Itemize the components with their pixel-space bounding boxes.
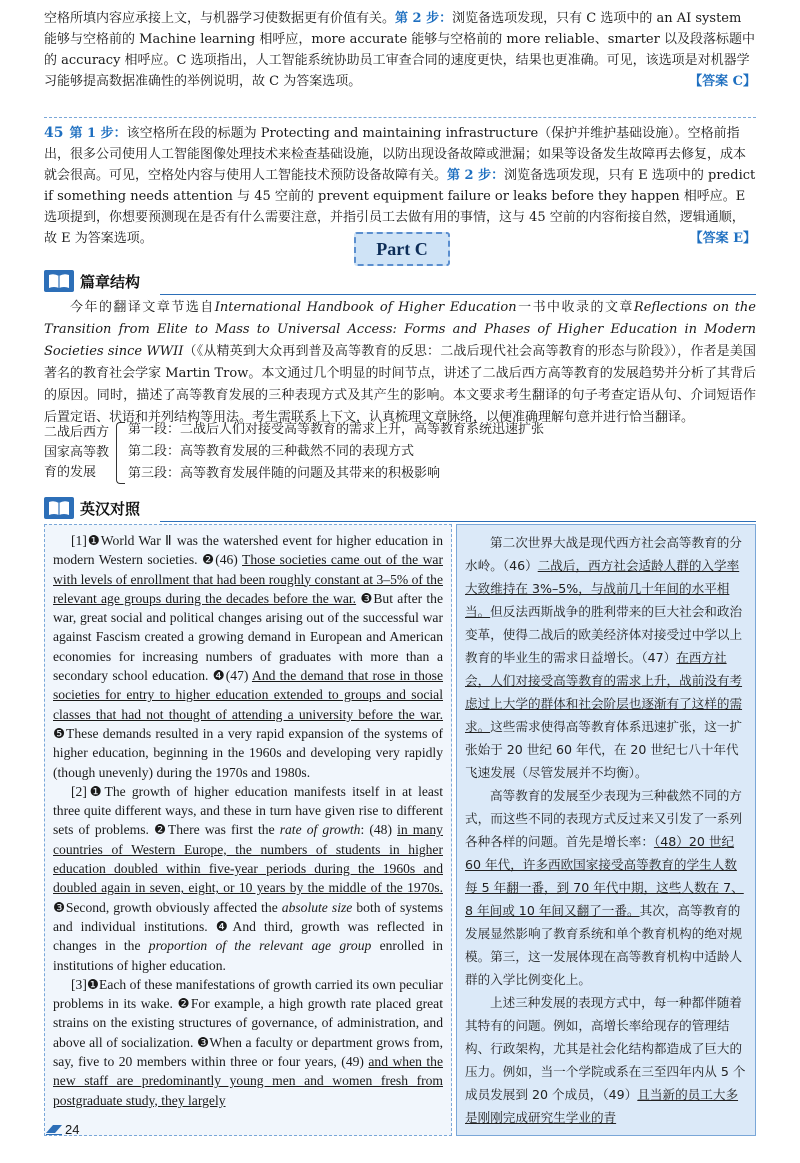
q45-step1-text: 该空格所在段的标题为 Protecting and maintaining infrastructure（保护并维护基础设施）。空格前指出，很多公司使用人工智能图像处理技术来检查基础设施，以防出现设备故障或泄漏；如果等设备发生故障再去修复，成本就会很高。可见，空格处内容与使用人工智能技术预防设备故障有关。 [44, 126, 747, 183]
t: proportion of the relevant age group [148, 938, 372, 954]
chinese-paragraph-1 [465, 531, 747, 784]
page-number [46, 1122, 79, 1137]
t: 且当新的员工大多是刚刚完成研究生学业的青 [465, 1087, 739, 1125]
article-title: Reflections on the Transition from Elite to Mass to Universal Access: Forms and Phases of Higher Education in Modern Societies since WWII [44, 300, 756, 359]
t: [2]❶The growth of higher education manifests itself in at least three quite different ways, and these in turn have given rise to different sets of problems. ❷There was first the [53, 783, 443, 838]
divider [44, 117, 756, 118]
t: absolute size [281, 899, 353, 915]
t: enrolled in institutions of higher education. [53, 938, 443, 973]
outline-item: 第二段：高等教育发展的三种截然不同的表现方式 [128, 444, 415, 459]
intro-text-2: 一书中收录的文章 [516, 300, 634, 315]
q44-text-post: 浏览备选项发现，只有 C 选项中的 an AI system 能够与空格前的 Machine learning 相呼应，more accurate 能够与空格前的 more reliable、smarter 以及段落标题中的 accuracy 相呼应。C 选项指出，人工智能系统协助员工审查合同的速度更快，结果也更准确。可见，该选项是对机器学习能够提高数据准确性的举例说明，故 C 为答案选项。 [44, 11, 755, 89]
t: [1]❶World War Ⅱ was the watershed event for higher education in modern Western societies. ❷(46) [53, 533, 443, 568]
book-title: International Handbook of Higher Education [214, 300, 517, 315]
t: ❸Second, growth obviously affected the [53, 899, 282, 915]
outline-item: 第一段：二战后人们对接受高等教育的需求上升，高等教育系统迅速扩张 [128, 422, 545, 437]
t: both of systems and individual institutions. ❹And third, growth was reflected in changes in the [53, 899, 443, 954]
q45-step2-text: 浏览备选项发现，只有 E 选项中的 predict if something needs attention 与 45 空前的 prevent equipment failure or leaks before they happen 相呼应。E 选项提到，你想要预测现在是否有什么需要注意，并指引员工去做有用的事情，这与 45 空前的内容衔接自然，逻辑通顺，故 E 为答案选项。 [44, 168, 756, 246]
t: 其次，高等教育的发展显然影响了教育系统和单个教育机构的绝对规模。第三，这一发展体现在高等教育机构中适龄人群的入学比例变化上。 [465, 903, 743, 987]
intro-text-1: 今年的翻译文章节选自 [70, 300, 215, 315]
part-c-label: Part C [354, 232, 450, 266]
english-text [44, 524, 452, 1136]
brace [116, 422, 125, 484]
q44-text-pre: 空格所填内容应承接上文，与机器学习使数据更有价值有关。 [44, 11, 396, 26]
structure-paragraph [44, 297, 756, 429]
translation-target-46: Those societies came out of the war with levels of enrollment that had been roughly constant at 3–5% of the relevant age groups during the decades before the war. [53, 552, 443, 606]
bilingual-heading [44, 495, 140, 521]
t: : (48) [360, 822, 398, 838]
book-icon [44, 497, 74, 519]
t: （48）20 世纪 60 年代，许多西欧国家接受高等教育的学生人数每 5 年翻一番，到 70 年代中期，这些人数在 7、8 年间或 10 年间又翻了一番。 [465, 834, 744, 918]
t: 二战后，西方社会适龄人群的入学率大致维持在 3%–5%，与战前几十年间的水平相当。 [465, 558, 740, 619]
t: rate of growth [279, 822, 361, 838]
book-icon [44, 270, 74, 292]
t: ❸But after the war, great social and political changes arising out of the successful war against Fascism created a growing demand in European and American economies for increasing numbers of graduates with more than a secondary school education. ❹(47) [53, 590, 443, 684]
t: 但反法西斯战争的胜利带来的巨大社会和政治变革，使得二战后的欧美经济体对接受过中学以上教育的毕业生的需求日益增长。（47） [465, 604, 743, 665]
section-rule [160, 521, 756, 522]
chinese-paragraph-3 [465, 991, 747, 1129]
t: 上述三种发展的表现方式中，每一种都伴随着其特有的问题。例如，高增长率给现存的管理结构、行政架构，尤其是社会化结构都造成了巨大的压力。例如，当一个学院或系在三至四年内从 5 个成员发展到 20 个成员，（49） [465, 995, 746, 1102]
english-paragraph-3 [53, 975, 443, 1110]
q45-answer: 【答案 E】 [689, 231, 756, 246]
section-rule [160, 294, 756, 295]
outline-item: 第三段：高等教育发展伴随的问题及其带来的积极影响 [128, 466, 441, 481]
outline-label: 二战后西方国家高等教育的发展 [44, 425, 110, 480]
q44-explanation [44, 8, 756, 92]
translation-target-47: And the demand that rose in those societies for entry to higher education extended to groups and social classes that had not thought of attending a university before the war. [53, 668, 444, 722]
english-paragraph-2 [53, 782, 443, 975]
page-number-text: 24 [65, 1122, 80, 1137]
t: 在西方社会，人们对接受高等教育的需求上升，战前没有考虑过上大学的群体和社会阶层也逐渐有了这样的需求。 [465, 650, 743, 734]
translation-target-48: in many countries of Western Europe, the numbers of students in higher education doubled within five-year periods during the 1960s and doubled again in seven, eight, or 10 years by the middle of the 1970s. [53, 822, 443, 896]
page-marker-icon [46, 1125, 62, 1135]
q44-step2-label: 第 2 步： [395, 11, 453, 26]
q45-step1-label: 第 1 步： [69, 126, 127, 141]
t: 第二次世界大战是现代西方社会高等教育的分水岭。（46） [465, 535, 742, 573]
structure-outline [44, 420, 756, 486]
t: 这些需求使得高等教育体系迅速扩张，这一扩张始于 20 世纪 60 年代，在 20 世纪七八十年代飞速发展（尽管发展并不均衡）。 [465, 719, 743, 780]
q45-explanation [44, 123, 756, 249]
t: [3]❶Each of these manifestations of growth carried its own peculiar problems in its wake. ❷For example, a high growth rate placed great strains on the existing structures of governance, of administration, and above all of socialization. ❸When a faculty or department grows from, say, five to 20 members within three or four years, (49) [53, 976, 443, 1070]
q44-answer: 【答案 C】 [689, 74, 756, 89]
chinese-paragraph-2 [465, 784, 747, 991]
chinese-text [456, 524, 756, 1136]
t: ❺These demands resulted in a very rapid expansion of the systems of higher education, beginning in the 1960s and developing very rapidly (though unevenly) during the 1970s and 1980s. [53, 725, 443, 780]
t: 高等教育的发展至少表现为三种截然不同的方式，而这些不同的表现方式反过来又引发了一系列各种各样的问题。首先是增长率： [465, 788, 743, 849]
structure-title: 篇章结构 [80, 272, 141, 291]
structure-heading [44, 268, 140, 294]
translation-target-49: and when the new staff are predominantly young men and women fresh from postgraduate study, they largely [53, 1054, 443, 1108]
q45-step2-label: 第 2 步： [447, 168, 505, 183]
bilingual-title: 英汉对照 [80, 499, 141, 518]
english-paragraph-1 [53, 531, 443, 782]
intro-text-3: （《从精英到大众再到普及高等教育的反思：二战后现代社会高等教育的形态与阶段》），作者是美国著名的教育社会学家 Martin Trow。本文通过几个明显的时间节点，讲述了二战后西方高等教育的发展趋势并分析了其背后的原因。同时，描述了高等教育发展的三种表现方式及其产生的影响。本文要求考生翻译的句子考查定语从句、介词短语作后置定语、状语和并列结构等用法。考生需联系上下文，认真梳理文章脉络，以便准确理解句意并进行恰当翻译。 [44, 344, 756, 425]
q45-number: 45 [44, 125, 64, 141]
